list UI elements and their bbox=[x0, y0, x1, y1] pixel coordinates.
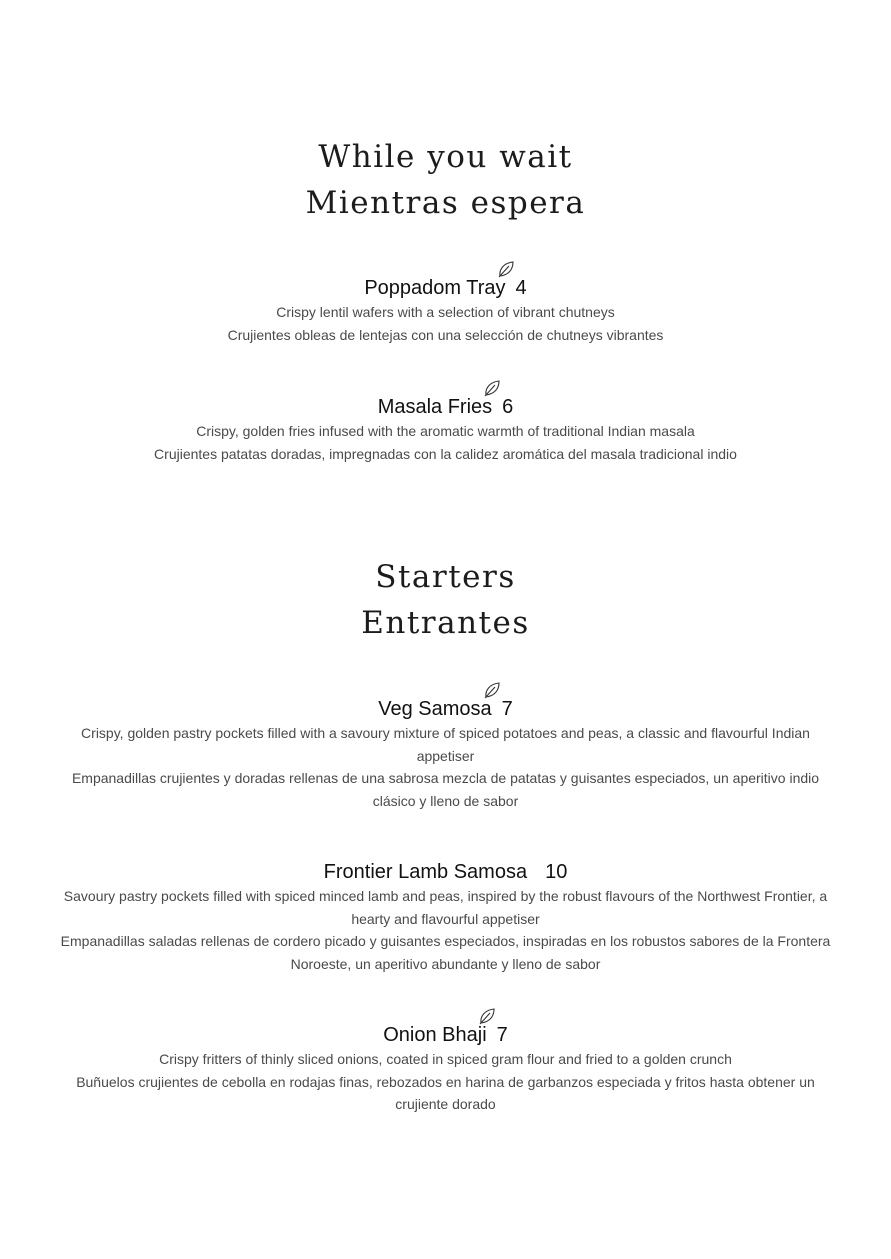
item-price: 6 bbox=[502, 396, 514, 418]
menu-item-onion-bhaji bbox=[60, 1023, 831, 1116]
item-title bbox=[364, 276, 526, 300]
item-description-english: Crispy fritters of thinly sliced onions, coated in spiced gram flour and fried to a golden crunch bbox=[159, 1051, 732, 1067]
item-name: Poppadom Tray bbox=[364, 277, 506, 299]
vegetarian-leaf-icon bbox=[497, 260, 515, 278]
item-description-english: Savoury pastry pockets filled with spiced minced lamb and peas, inspired by the robust flavours of the Northwest Frontier, a hearty and flavourful appetiser bbox=[63, 888, 828, 927]
vegetarian-leaf-icon bbox=[483, 379, 501, 397]
item-name: Frontier Lamb Samosa bbox=[323, 861, 528, 883]
menu-item-frontier-lamb-samosa bbox=[60, 860, 831, 975]
item-title bbox=[383, 1023, 508, 1047]
item-price: 4 bbox=[515, 277, 527, 299]
item-price: 10 bbox=[545, 861, 568, 883]
item-description-spanish: Empanadillas crujientes y doradas rellenas de una sabrosa mezcla de patatas y guisantes especiados, un aperitivo indio clásico y lleno de sabor bbox=[71, 770, 820, 809]
item-description-spanish: Crujientes patatas doradas, impregnadas con la calidez aromática del masala tradicional indio bbox=[154, 445, 737, 462]
vegetarian-leaf-icon bbox=[483, 681, 501, 699]
menu-item-veg-samosa bbox=[60, 697, 831, 812]
item-name: Veg Samosa bbox=[378, 698, 492, 720]
item-name: Onion Bhaji bbox=[383, 1024, 487, 1046]
item-description-spanish: Empanadillas saladas rellenas de cordero picado y guisantes especiados, inspiradas en los robustos sabores de la Frontera Noroeste, un aperitivo abundante y lleno de sabor bbox=[60, 933, 831, 972]
item-price: 7 bbox=[501, 698, 513, 720]
section-heading-starters bbox=[0, 554, 891, 646]
section-heading-spanish: Entrantes bbox=[361, 605, 530, 641]
menu-item-poppadom-tray bbox=[60, 276, 831, 346]
item-description-spanish: Buñuelos crujientes de cebolla en rodajas finas, rebozados en harina de garbanzos especiada y fritos hasta obtener un crujiente dorado bbox=[76, 1073, 815, 1112]
item-title bbox=[324, 860, 568, 884]
section-heading-english: Starters bbox=[375, 559, 516, 595]
item-price: 7 bbox=[496, 1024, 508, 1046]
item-title bbox=[378, 697, 513, 721]
section-heading-spanish: Mientras espera bbox=[305, 185, 586, 221]
menu-item-masala-fries bbox=[60, 395, 831, 465]
item-description-english: Crispy, golden fries infused with the aromatic warmth of traditional Indian masala bbox=[196, 423, 695, 439]
item-title bbox=[378, 395, 514, 419]
section-heading-english: While you wait bbox=[318, 139, 573, 175]
item-description-english: Crispy lentil wafers with a selection of vibrant chutneys bbox=[276, 304, 615, 320]
item-description-english: Crispy, golden pastry pockets filled with a savoury mixture of spiced potatoes and peas, a classic and flavourful Indian appetiser bbox=[81, 725, 810, 764]
item-description-spanish: Crujientes obleas de lentejas con una selección de chutneys vibrantes bbox=[227, 326, 664, 343]
section-heading-while-you-wait bbox=[0, 134, 891, 226]
vegetarian-leaf-icon bbox=[478, 1007, 496, 1025]
item-name: Masala Fries bbox=[377, 396, 493, 418]
